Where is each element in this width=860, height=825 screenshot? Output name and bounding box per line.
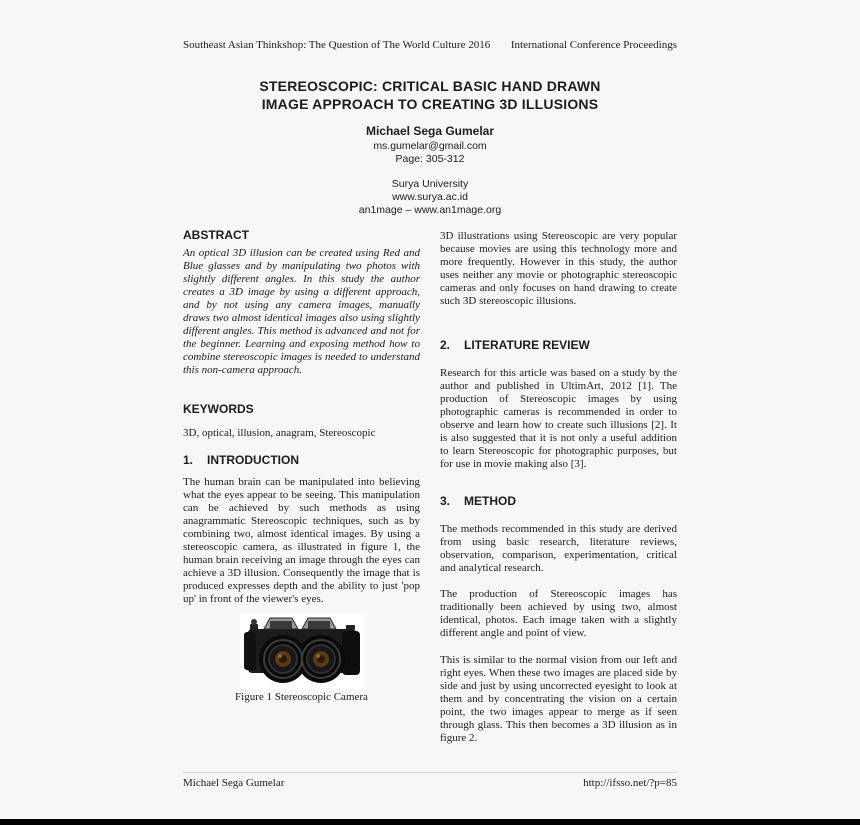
page-range: Page: 305-312 (395, 153, 465, 165)
figure-1-caption: Figure 1 Stereoscopic Camera (235, 691, 368, 703)
affiliation-university: Surya University (391, 178, 469, 190)
page-footer (183, 772, 677, 789)
right-column (440, 228, 677, 745)
author-email: ms.gumelar@gmail.com (373, 140, 487, 152)
literature-review-text: Research for this article was based on a study by the author and published in UltimArt, 2012 [1]. The production of Stereoscopic images by using photographic cameras is recommended in order to observe and learn how to create such illusions [2]. It is also suggested that it is not only a useful addition to learn Stereoscopic for photographic purposes, but for use in movie making also [3]. (440, 367, 677, 470)
paper-title-line1: STEREOSCOPIC: CRITICAL BASIC HAND DRAWN (259, 78, 601, 94)
footer-author-name: Michael Sega Gumelar (183, 777, 285, 789)
keywords-heading: KEYWORDS (183, 402, 254, 416)
affiliation-an1mage: an1mage – www.an1mage.org (358, 204, 502, 216)
method-paragraph-3: This is similar to the normal vision from our left and right eyes. When these two images are placed side by side and just by using uncorrected eyesight to look at them and by concentrating the vision on a certain point, the two images appear to merge as if seen through glass. This then becomes a 3D illusion as in figure 2. (440, 654, 677, 744)
left-column (183, 228, 420, 745)
keywords-text: 3D, optical, illusion, anagram, Stereoscopic (183, 427, 376, 439)
method-heading (440, 494, 677, 508)
literature-review-heading (440, 338, 677, 352)
method-heading-label: METHOD (464, 494, 516, 508)
paper-title-line2: IMAGE APPROACH TO CREATING 3D ILLUSIONS (261, 96, 599, 112)
introduction-heading (183, 453, 420, 467)
figure-1 (183, 613, 420, 703)
literature-review-heading-label: LITERATURE REVIEW (464, 338, 590, 352)
abstract-heading: ABSTRACT (183, 228, 249, 242)
paper-title (0, 77, 860, 113)
author-name: Michael Sega Gumelar (365, 124, 495, 138)
stereoscopic-camera-image (240, 613, 364, 689)
literature-review-heading-number: 2. (440, 338, 451, 352)
author-block (0, 124, 860, 166)
page-header (183, 39, 677, 51)
abstract-text: An optical 3D illusion can be created using Red and Blue glasses and by manipulating two photos with slightly different angles. In this study the author creates a 3D image by using a different approach, and by not using any camera images, manually draws two almost identical images also using slightly different angles. This method is advanced and not for the beginner. Learning and exposing method how to combine stereoscopic images is needed to understand this non-camera approach. (183, 247, 420, 376)
introduction-heading-number: 1. (183, 453, 194, 467)
method-heading-number: 3. (440, 494, 451, 508)
method-paragraph-1: The methods recommended in this study are derived from using basic research, literature reviews, observation, comparison, experimentation, critical and analytical research. (440, 523, 677, 574)
header-proceedings-label: International Conference Proceedings (510, 39, 677, 51)
introduction-text: The human brain can be manipulated into believing what the eyes appear to be seeing. This manipulation can be achieved by such methods as using anagrammatic Stereoscopic techniques, such as by combining two, almost identical images. By using a stereoscopic camera, as illustrated in figure 1, the human brain receiving an image through the eyes can achieve a 3D illusion. Consequently the image that is produced expresses depth and the ability to just 'pop up' in front of the viewer's eyes. (183, 476, 420, 605)
affiliation-website: www.surya.ac.id (392, 191, 468, 203)
footer-url: http://ifsso.net/?p=85 (583, 777, 677, 789)
affiliation-block (0, 178, 860, 217)
introduction-heading-label: INTRODUCTION (207, 453, 299, 467)
two-column-body (183, 228, 677, 745)
bottom-edge-bar (0, 819, 860, 825)
method-paragraph-2: The production of Stereoscopic images has traditionally been achieved by using two, almost identical, photos. Each image taken with a slightly different angle and point of view. (440, 588, 677, 639)
header-conference-title: Southeast Asian Thinkshop: The Question of The World Culture 2016 (183, 39, 491, 51)
popularity-paragraph: 3D illustrations using Stereoscopic are very popular because movies are using this technology more and more frequently. However in this study, the author uses neither any movie or photographic stereoscopic cameras and only focuses on hand drawing to create such 3D stereoscopic illusions. (440, 230, 677, 307)
